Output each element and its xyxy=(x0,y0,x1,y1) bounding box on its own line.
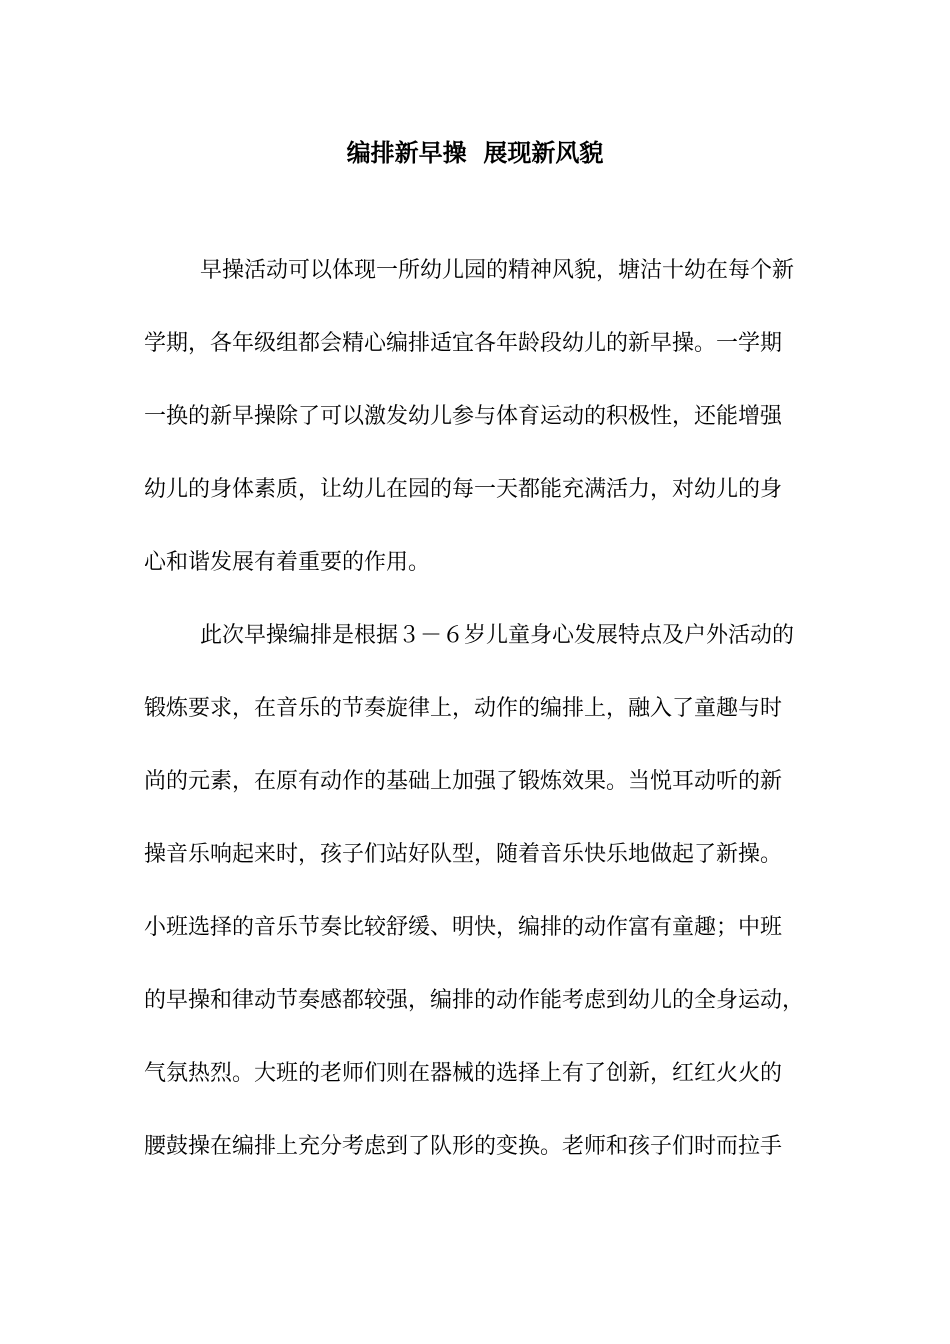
paragraph-line: 一换的新早操除了可以激发幼儿参与体育运动的积极性，还能增强 xyxy=(144,404,783,429)
paragraph-line: 幼儿的身体素质，让幼儿在园的每一天都能充满活力，对幼儿的身 xyxy=(144,477,783,502)
paragraph-line: 腰鼓操在编排上充分考虑到了队形的变换。老师和孩子们时而拉手 xyxy=(144,1134,783,1159)
paragraph-line: 的早操和律动节奏感都较强，编排的动作能考虑到幼儿的全身运动， xyxy=(144,988,805,1013)
paragraph-line: 学期，各年级组都会精心编排适宜各年龄段幼儿的新早操。一学期 xyxy=(144,331,783,356)
paragraph-line: 早操活动可以体现一所幼儿园的精神风貌，塘沽十幼在每个新 xyxy=(200,258,795,283)
paragraph-line: 心和谐发展有着重要的作用。 xyxy=(144,550,431,575)
page-title: 编排新早操 展现新风貌 xyxy=(346,138,604,167)
paragraph-line: 尚的元素，在原有动作的基础上加强了锻炼效果。当悦耳动听的新 xyxy=(144,769,783,794)
paragraph-line: 锻炼要求，在音乐的节奏旋律上，动作的编排上，融入了童趣与时 xyxy=(144,696,783,721)
paragraph-line: 小班选择的音乐节奏比较舒缓、明快，编排的动作富有童趣；中班 xyxy=(144,915,783,940)
paragraph-line: 气氛热烈。大班的老师们则在器械的选择上有了创新，红红火火的 xyxy=(144,1061,783,1086)
paragraph-line: 操音乐响起来时，孩子们站好队型，随着音乐快乐地做起了新操。 xyxy=(144,842,783,867)
paragraph-line: 此次早操编排是根据３－６岁儿童身心发展特点及户外活动的 xyxy=(200,623,795,648)
